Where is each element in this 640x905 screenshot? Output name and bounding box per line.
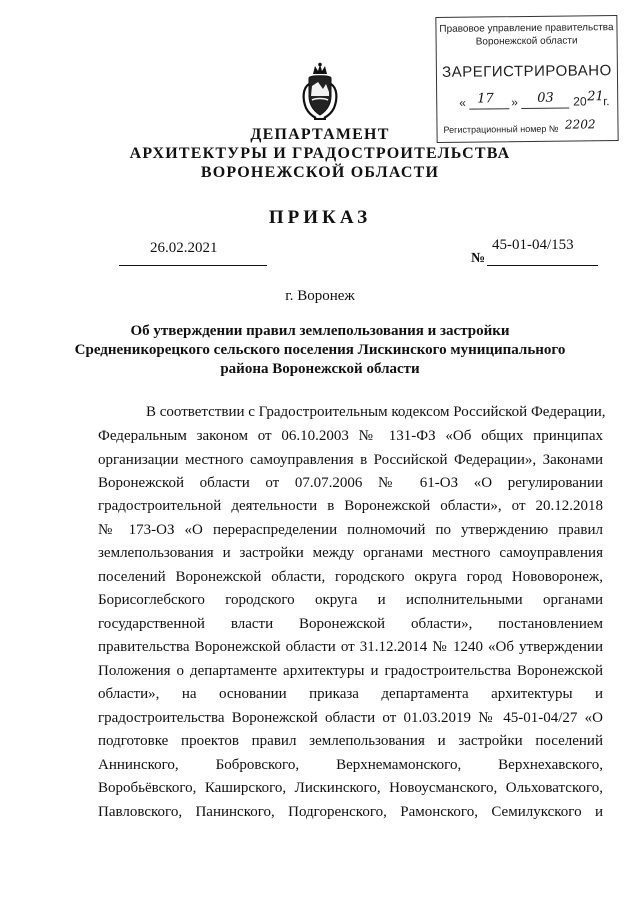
body-line-14: градостроительства Воронежской области от 01.03.2019 № 45-01-04/27 «О [98, 710, 603, 726]
stamp-reg-number-value: 2202 [564, 117, 596, 132]
body-line-9: Борисоглебского городского округа и исполнительными органами [98, 592, 603, 608]
stamp-org-line1: Правовое управление правительства [439, 22, 614, 35]
body-line-1: В соответствии с Градостроительным кодексом Российской Федерации, [146, 404, 606, 420]
body-line-3: организации местного самоуправления в Российской Федерации», Законами [98, 452, 603, 468]
stamp-date-close-quote: » [511, 95, 519, 110]
order-title: ПРИКАЗ [268, 207, 372, 228]
body-line-6: № 173-ОЗ «О перераспределении полномочий по утверждению правил [98, 522, 603, 538]
stamp-date-day: 17 [477, 91, 494, 107]
order-number: 45-01-04/153 [492, 237, 574, 253]
order-heading-line2: Средненикорецкого сельского поселения Лискинского муниципального [74, 342, 566, 358]
order-number-underline [487, 265, 598, 266]
body-line-16: Аннинского, Бобровского, Верхнемамонского, Верхнехавского, [98, 757, 603, 773]
body-line-4: Воронежской области от 07.07.2006 № 61-ОЗ «О регулировании [98, 475, 603, 491]
department-name-line1: ДЕПАРТАМЕНТ [250, 126, 390, 143]
stamp-date-month: 03 [537, 90, 554, 106]
registration-stamp [435, 15, 618, 143]
order-date-underline [119, 265, 267, 266]
body-line-8: поселений Воронежской области, городского округа город Нововоронеж, [98, 569, 603, 585]
body-line-10: государственной власти Воронежской области», постановлением [98, 616, 603, 632]
stamp-registered-label: ЗАРЕГИСТРИРОВАНО [442, 62, 612, 81]
stamp-date-month-line [521, 108, 569, 110]
stamp-organization [436, 21, 616, 49]
body-line-2: Федеральным законом от 06.10.2003 № 131-ФЗ «Об общих принципах [98, 428, 603, 444]
order-date: 26.02.2021 [150, 240, 218, 256]
stamp-date-open-quote: « [459, 95, 467, 110]
order-number-sign: № [471, 251, 486, 266]
stamp-date [451, 89, 610, 112]
body-line-18: Павловского, Панинского, Подгоренского, Рамонского, Семилукского и [98, 804, 603, 820]
department-name-line2: АРХИТЕКТУРЫ И ГРАДОСТРОИТЕЛЬСТВА [129, 145, 511, 162]
order-heading-line3: района Воронежской области [220, 361, 420, 377]
stamp-reg-number-label: Регистрационный номер № [443, 123, 559, 135]
body-line-7: землепользования и застройки между органами местного самоуправления [98, 545, 603, 561]
stamp-date-year-suffix: 21 [587, 89, 604, 105]
stamp-date-year-prefix: 20 [573, 94, 587, 109]
coat-of-arms-emblem [300, 62, 340, 122]
body-line-17: Воробьёвского, Каширского, Лискинского, Новоусманского, Ольховатского, [98, 780, 603, 796]
stamp-date-year-g: г. [603, 94, 610, 109]
stamp-date-day-line [469, 108, 509, 109]
body-line-5: градостроительной деятельности в Воронежской области», от 20.12.2018 [98, 498, 603, 514]
body-line-11: правительства Воронежской области от 31.12.2014 № 1240 «Об утверждении [98, 639, 603, 655]
stamp-org-line2: Воронежской области [475, 35, 578, 48]
order-city: г. Воронеж [285, 288, 355, 304]
body-line-15: подготовке проектов правил землепользования и застройки поселений [98, 733, 603, 749]
department-name-line3: ВОРОНЕЖСКОЙ ОБЛАСТИ [200, 164, 440, 181]
body-line-12: Положения о департаменте архитектуры и градостроительства Воронежской [98, 663, 603, 679]
order-heading-line1: Об утверждении правил землепользования и застройки [130, 323, 510, 339]
body-line-13: области», на основании приказа департамента архитектуры и [98, 686, 603, 702]
